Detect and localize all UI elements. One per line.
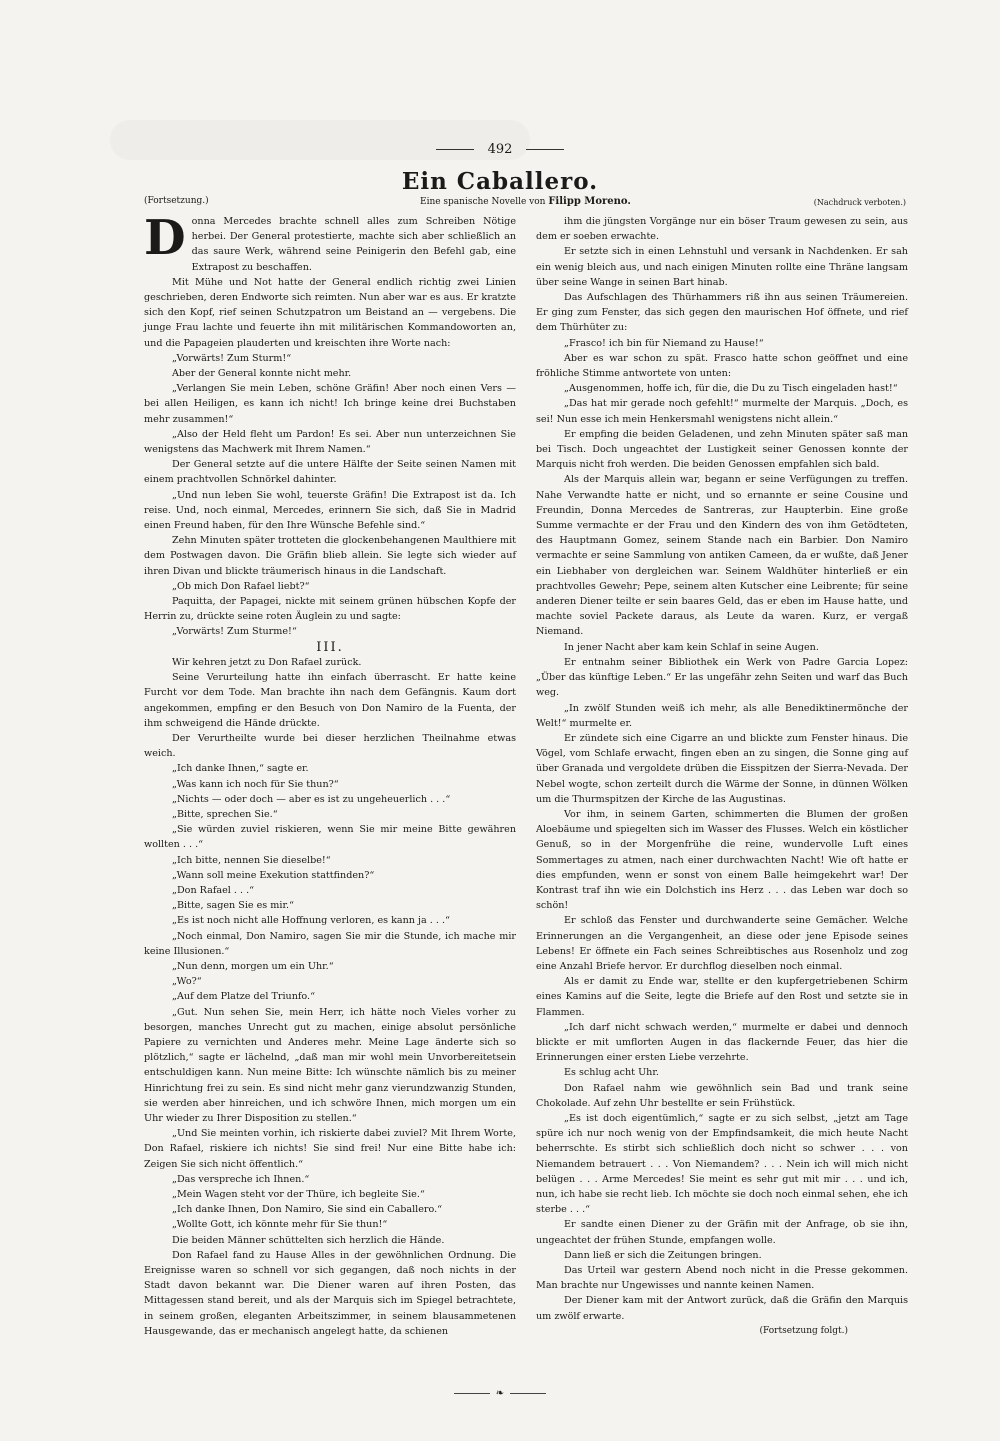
paragraph: „Und Sie meinten vorhin, ich riskierte dabei zuviel? Mit Ihrem Worte, Don Rafael, riskiere ich nichts! Sie sind frei! Nur eine Bitte habe ich: Zeigen Sie sich nicht öffentlich.“	[144, 1128, 516, 1170]
paragraph: In jener Nacht aber kam kein Schlaf in seine Augen.	[564, 641, 819, 653]
paragraph: Don Rafael fand zu Hause Alles in der gewöhnlichen Ordnung. Die Ereignisse waren so schnell vor sich gegangen, daß noch nichts in der Stadt davon bekannt war. Die Diener waren auf ihren Posten, das Mittagessen stand bereit, und als der Marquis sich im Spiegel betrachtete, in seinem großen, eleganten Arbeitszimmer, in seinem blausammetenen Hausgewande, das er mechanisch angelegt hatte, da schienen	[144, 1249, 516, 1337]
paragraph: „Bitte, sagen Sie es mir.“	[172, 900, 294, 912]
paragraph: „Nun denn, morgen um ein Uhr.“	[172, 960, 334, 972]
author-name: Filipp Moreno.	[548, 196, 631, 207]
continuation-notice: (Fortsetzung folgt.)	[759, 1325, 848, 1336]
paragraph: „Ich danke Ihnen, Don Namiro, Sie sind ein Caballero.“	[172, 1204, 443, 1216]
paragraph: „Bitte, sprechen Sie.“	[172, 808, 278, 820]
paragraph: „Das verspreche ich Ihnen.“	[172, 1173, 310, 1185]
left-paragraphs-part-a	[144, 275, 516, 640]
paragraph: Mit Mühe und Not hatte der General endlich richtig zwei Linien geschrieben, deren Endworte sich reimten. Nun aber war es aus. Er kratzte sich den Kopf, rief seinen Schutzpatron um Beistand an — vergebens. Die junge Frau lachte und feuerte ihn mit militärischen Kommandoworten an, und die Papageien plauderten und kreischten ihre Worte nach:	[144, 276, 516, 349]
paragraph: „Es ist noch nicht alle Hoffnung verloren, es kann ja . . .“	[172, 915, 450, 927]
paragraph: „Wo?“	[172, 976, 202, 988]
paragraph: „Und nun leben Sie wohl, teuerste Gräfin! Die Extrapost ist da. Ich reise. Und, noch einmal, Mercedes, erinnern Sie sich, daß Sie in Madrid einen Freund haben, für den Ihre Wünsche Befehle sind.“	[144, 489, 516, 532]
paragraph: Er empfing die beiden Geladenen, und zehn Minuten später saß man bei Tisch. Doch ungeachtet der Lustigkeit seiner Genossen konnte der Marquis nicht froh werden. Die beiden Genossen empfahlen sich bald.	[536, 428, 908, 471]
paragraph: „Ich darf nicht schwach werden,“ murmelte er dabei und dennoch blickte er mit umflorten Augen in das flackernde Feuer, das hier die Erinnerungen einer ersten Liebe verzehrte.	[536, 1021, 908, 1064]
page-number-row	[0, 142, 1000, 157]
right-paragraphs	[536, 214, 908, 1324]
opening-paragraph	[144, 210, 516, 275]
paragraph: Als er damit zu Ende war, stellte er den kupfergetriebenen Schirm eines Kamins auf die Seite, legte die Briefe auf den Rost und setzte sie in Flammen.	[536, 976, 908, 1018]
paragraph: „Vorwärts! Zum Sturme!“	[172, 626, 297, 638]
paragraph: Aber der General konnte nicht mehr.	[172, 368, 352, 380]
paragraph: Zehn Minuten später trotteten die glockenbehangenen Maulthiere mit dem Postwagen davon. Die Gräfin blieb allein. Sie legte sich wieder auf ihren Divan und blickte träumerisch hinaus in die Landschaft.	[144, 535, 516, 577]
rights-note: (Nachdruck verboten.)	[813, 198, 906, 207]
end-ornament	[0, 1388, 1000, 1399]
continuation-label: (Fortsetzung.)	[144, 196, 209, 206]
paragraph: Don Rafael nahm wie gewöhnlich sein Bad und trank seine Chokolade. Auf zehn Uhr bestellte er sein Frühstück.	[536, 1082, 908, 1109]
paragraph: Das Aufschlagen des Thürhammers riß ihn aus seinen Träumereien. Er ging zum Fenster, das sich gegen den maurischen Hof öffnete, und rief dem Thürhüter zu:	[536, 292, 908, 334]
paragraph: Das Urteil war gestern Abend noch nicht in die Presse gekommen. Man brachte nur Ungewisses und nannte keinen Namen.	[536, 1265, 908, 1292]
paragraph: Der Diener kam mit der Antwort zurück, daß die Gräfin den Marquis um zwölf erwarte.	[536, 1295, 908, 1322]
opening-paragraph-text: onna Mercedes brachte schnell alles zum Schreiben Nötige herbei. Der General protestierte, machte sich aber schließlich an das saure Werk, während seine Peinigerin den Befehl gab, eine Extrapost zu beschaffen.	[191, 216, 516, 273]
byline-prefix: Eine spanische Novelle von	[420, 197, 546, 207]
paragraph: „Gut. Nun sehen Sie, mein Herr, ich hätte noch Vieles vorher zu besorgen, manches Unrecht gut zu machen, einige absolut persönliche Papiere zu vernichten und Anderes mehr. Meine Lage änderte sich so plötzlich,“ sagte er lächelnd, „daß man mir wohl mein Unvorbereitetsein entschuldigen kann. Nun meine Bitte: Ich wünschte nämlich bis zu meiner Hinrichtung frei zu sein. Es sind nicht mehr ganz vierundzwanzig Stunden, sie werden aber hinreichen, und ich schwöre Ihnen, mich morgen um ein Uhr wieder zu Ihrer Disposition zu stellen.“	[144, 1006, 516, 1124]
byline	[420, 196, 631, 207]
paragraph: „Ich danke Ihnen,“ sagte er.	[172, 763, 309, 775]
paragraph: „In zwölf Stunden weiß ich mehr, als alle Benediktinermönche der Welt!“ murmelte er.	[536, 702, 908, 729]
section-heading: III.	[316, 639, 344, 655]
subheading-row	[144, 196, 906, 210]
paragraph: Dann ließ er sich die Zeitungen bringen.	[564, 1249, 762, 1261]
paragraph: Er schloß das Fenster und durchwanderte seine Gemächer. Welche Erinnerungen an die Vergangenheit, an diese oder jene Episode seines Lebens! Er öffnete ein Fach seines Schreibtisches aus Rosenholz und zog eine Anzahl Briefe hervor. Er durchflog dieselben noch einmal.	[536, 915, 908, 972]
paragraph: „Ich bitte, nennen Sie dieselbe!“	[172, 854, 331, 866]
dropcap: D	[144, 210, 186, 266]
page-number-rule-right	[526, 149, 564, 150]
paragraph: Er entnahm seiner Bibliothek ein Werk von Padre Garcia Lopez: „Über das künftige Leben.“ Er las ungefähr zehn Seiten und warf das Buch weg.	[536, 656, 908, 699]
page-number-rule-left	[436, 149, 474, 150]
paragraph: Als der Marquis allein war, begann er seine Verfügungen zu treffen. Nahe Verwandte hatte er nicht, und so ernannte er seine Cousine und Freundin, Donna Mercedes de Santreras, zur Haupterbin. Eine große Summe vermachte er der Frau und den Kindern des von ihm Getödteten, des Hauptmann Gomez, seinem Stande nach ein Barbier. Don Namiro vermachte er seine Sammlung von antiken Cameen, da er wußte, daß Jener ein Liebhaber von dergleichen war. Seinem Waldhüter hinterließ er ein prachtvolles Gewehr; Pepe, seinem alten Kutscher eine Leibrente; für seine anderen Diener teilte er sein baares Geld, das er eben im Hause hatte, und machte soviel Packete daraus, als Leute da waren. Kurz, er vergaß Niemand.	[536, 474, 908, 638]
paragraph: Vor ihm, in seinem Garten, schimmerten die Blumen der großen Aloebäume und spiegelten sich im Wasser des Flusses. Welch ein köstlicher Genuß, so in der Morgenfrühe die reine, wundervolle Luft eines Sommertages zu atmen, nach einer durchwachten Nacht! Wie oft hatte er dies empfunden, wenn er sonst von einem Balle heimgekehrt war! Der Kontrast traf ihn wie ein Dolchstich ins Herz . . . das Leben war doch so schön!	[536, 808, 908, 912]
paragraph: Der General setzte auf die untere Hälfte der Seite seinen Namen mit einem prachtvollen Schnörkel dahinter.	[144, 459, 516, 486]
paragraph: „Auf dem Platze del Triunfo.“	[172, 991, 315, 1003]
paragraph: „Ob mich Don Rafael liebt?“	[172, 580, 310, 592]
paragraph: „Wann soll meine Exekution stattfinden?“	[172, 869, 375, 881]
paragraph: „Don Rafael . . .“	[172, 884, 255, 896]
paragraph: Es schlug acht Uhr.	[564, 1067, 659, 1079]
paragraph: Paquitta, der Papagei, nickte mit seinem grünen hübschen Kopfe der Herrin zu, drückte seine roten Äuglein zu und sagte:	[144, 596, 516, 623]
left-paragraphs-part-b	[144, 655, 516, 1339]
paragraph: Seine Verurteilung hatte ihn einfach überrascht. Er hatte keine Furcht vor dem Tode. Man brachte ihn nach dem Gefängnis. Kaum dort angekommen, empfing er den Besuch von Don Namiro de la Fuenta, der ihm schweigend die Hände drückte.	[144, 672, 516, 729]
ornament-line-left	[454, 1393, 490, 1394]
left-column	[144, 210, 516, 1339]
paragraph: Er zündete sich eine Cigarre an und blickte zum Fenster hinaus. Die Vögel, vom Schlafe erwacht, fingen eben an zu singen, die Sonne ging auf über Granada und vergoldete drüben die Eisspitzen der Sierra-Nevada. Der Nebel wogte, schon zerteilt durch die Wärme der Sonne, in dünnen Wölken um die Thurmspitzen der Kirche de las Augustinas.	[536, 732, 908, 805]
paragraph: Die beiden Männer schüttelten sich herzlich die Hände.	[172, 1234, 445, 1246]
story-title: Ein Caballero.	[401, 168, 599, 195]
ornament-line-right	[510, 1393, 546, 1394]
paragraph: „Ausgenommen, hoffe ich, für die, die Du zu Tisch eingeladen hast!“	[564, 383, 898, 395]
paragraph: „Es ist doch eigentümlich,“ sagte er zu sich selbst, „jetzt am Tage spüre ich nur noch wenig von der Empfindsamkeit, die mich heute Nacht beherrschte. Es stirbt sich schließlich doch nicht so schwer . . . von Niemandem betrauert . . . Von Niemandem? . . . Nein ich will mich nicht belügen . . . Arme Mercedes! Sie meint es sehr gut mit mir . . . und ich, nun, ich habe sie recht lieb. Ich möchte sie doch noch einmal sehen, ehe ich sterbe . . .“	[536, 1112, 908, 1216]
paragraph: Er setzte sich in einen Lehnstuhl und versank in Nachdenken. Er sah ein wenig bleich aus, und nach einigen Minuten rollte eine Thräne langsam über seine Wange in seinen Bart hinab.	[536, 246, 908, 288]
paragraph: ihm die jüngsten Vorgänge nur ein böser Traum gewesen zu sein, aus dem er soeben erwachte.	[536, 216, 908, 243]
page-number: 492	[487, 142, 513, 157]
paragraph: „Mein Wagen steht vor der Thüre, ich begleite Sie.“	[172, 1189, 425, 1200]
paragraph: „Frasco! ich bin für Niemand zu Hause!“	[564, 337, 764, 349]
paragraph: „Nichts — oder doch — aber es ist zu ungeheuerlich . . .“	[172, 793, 451, 805]
paragraph: „Also der Held fleht um Pardon! Es sei. Aber nun unterzeichnen Sie wenigstens das Machwerk mit Ihrem Namen.“	[144, 428, 516, 456]
paragraph: „Sie würden zuviel riskieren, wenn Sie mir meine Bitte gewähren wollten . . .“	[144, 824, 516, 851]
paragraph: „Was kann ich noch für Sie thun?“	[172, 778, 339, 790]
paragraph: Der Verurtheilte wurde bei dieser herzlichen Theilnahme etwas weich.	[144, 732, 516, 760]
paragraph: Aber es war schon zu spät. Frasco hatte schon geöffnet und eine fröhliche Stimme antwortete von unten:	[536, 352, 908, 380]
paragraph: „Noch einmal, Don Namiro, sagen Sie mir die Stunde, ich mache mir keine Illusionen.“	[144, 930, 516, 957]
paragraph: „Vorwärts! Zum Sturm!“	[172, 352, 292, 364]
paragraph: „Das hat mir gerade noch gefehlt!“ murmelte der Marquis. „Doch, es sei! Nun esse ich mein Henkersmahl wenigstens nicht allein.“	[536, 398, 908, 425]
paragraph: „Verlangen Sie mein Leben, schöne Gräfin! Aber noch einen Vers — bei allen Heiligen, es kann ich nicht! Ich bringe keine drei Buchstaben mehr zusammen!“	[144, 383, 516, 425]
right-column	[536, 214, 908, 1339]
paragraph: Wir kehren jetzt zu Don Rafael zurück.	[172, 656, 362, 668]
paragraph: „Wollte Gott, ich könnte mehr für Sie thun!“	[172, 1219, 388, 1231]
paragraph: Er sandte einen Diener zu der Gräfin mit der Anfrage, ob sie ihn, ungeachtet der frühen Stunde, empfangen wolle.	[536, 1219, 908, 1246]
ornament-icon: ❧	[495, 1388, 505, 1399]
